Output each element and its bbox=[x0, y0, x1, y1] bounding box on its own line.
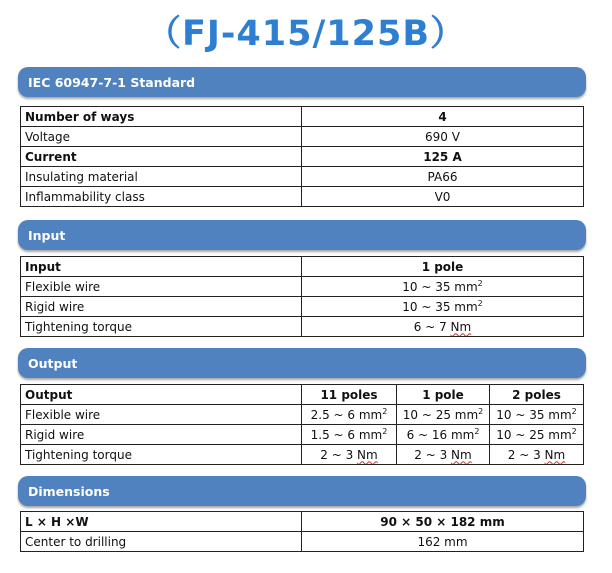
row-label: Number of ways bbox=[21, 107, 302, 127]
row-value: 10 ~ 35 $mm^2$ bbox=[302, 297, 584, 317]
row-value: 1.5 ~ 6 $mm^2$ bbox=[302, 425, 397, 445]
row-value: 10 ~ 25 $mm^2$ bbox=[490, 425, 584, 445]
table-row bbox=[21, 532, 584, 552]
row-label: Rigid wire bbox=[21, 425, 302, 445]
row-label: Inflammability class bbox=[21, 187, 302, 207]
row-value: 690 V bbox=[302, 127, 584, 147]
row-value: 2 ~ 3 Nm bbox=[490, 445, 584, 465]
input-table bbox=[20, 256, 584, 337]
row-value: 6 ~ 16 $mm^2$ bbox=[397, 425, 490, 445]
row-label: Current bbox=[21, 147, 302, 167]
row-value: 2.5 ~ 6 $mm^2$ bbox=[302, 405, 397, 425]
section-header-input: Input bbox=[18, 220, 586, 250]
row-label: Insulating material bbox=[21, 167, 302, 187]
table-row bbox=[21, 127, 584, 147]
row-value: 6 ~ 7 Nm bbox=[302, 317, 584, 337]
table-row bbox=[21, 317, 584, 337]
table-row bbox=[21, 147, 584, 167]
table-row bbox=[21, 512, 584, 532]
section-header-standard: IEC 60947-7-1 Standard bbox=[18, 67, 586, 97]
table-row bbox=[21, 107, 584, 127]
row-value: 10 ~ 35 $mm^2$ bbox=[490, 405, 584, 425]
output-table bbox=[20, 384, 584, 465]
column-header: 11 poles bbox=[302, 385, 397, 405]
dimensions-table bbox=[20, 511, 584, 552]
row-value: 10 ~ 25 $mm^2$ bbox=[397, 405, 490, 425]
row-value: 10 ~ 35 $mm^2$ bbox=[302, 277, 584, 297]
column-header: 2 poles bbox=[490, 385, 584, 405]
row-label: Tightening torque bbox=[21, 317, 302, 337]
section-header-output: Output bbox=[18, 348, 586, 378]
section-header-dimensions: Dimensions bbox=[18, 476, 586, 506]
column-header: Output bbox=[21, 385, 302, 405]
table-row bbox=[21, 277, 584, 297]
table-header-row bbox=[21, 385, 584, 405]
standard-table bbox=[20, 106, 584, 207]
table-row bbox=[21, 187, 584, 207]
row-value: 162 mm bbox=[302, 532, 584, 552]
table-row bbox=[21, 445, 584, 465]
row-label: Flexible wire bbox=[21, 405, 302, 425]
row-value: 2 ~ 3 Nm bbox=[302, 445, 397, 465]
page-title: （FJ-415/125B） bbox=[145, 14, 467, 54]
table-row bbox=[21, 405, 584, 425]
row-label: L × H ×W bbox=[21, 512, 302, 532]
row-value: V0 bbox=[302, 187, 584, 207]
row-value: 2 ~ 3 Nm bbox=[397, 445, 490, 465]
row-value: 125 A bbox=[302, 147, 584, 167]
row-label: Center to drilling bbox=[21, 532, 302, 552]
row-label: Voltage bbox=[21, 127, 302, 147]
column-header: 1 pole bbox=[302, 257, 584, 277]
table-row bbox=[21, 297, 584, 317]
table-header-row bbox=[21, 257, 584, 277]
table-row bbox=[21, 425, 584, 445]
row-label: Flexible wire bbox=[21, 277, 302, 297]
row-label: Tightening torque bbox=[21, 445, 302, 465]
row-value: 90 × 50 × 182 mm bbox=[302, 512, 584, 532]
row-value: PA66 bbox=[302, 167, 584, 187]
column-header: 1 pole bbox=[397, 385, 490, 405]
column-header: Input bbox=[21, 257, 302, 277]
row-value: 4 bbox=[302, 107, 584, 127]
table-row bbox=[21, 167, 584, 187]
row-label: Rigid wire bbox=[21, 297, 302, 317]
